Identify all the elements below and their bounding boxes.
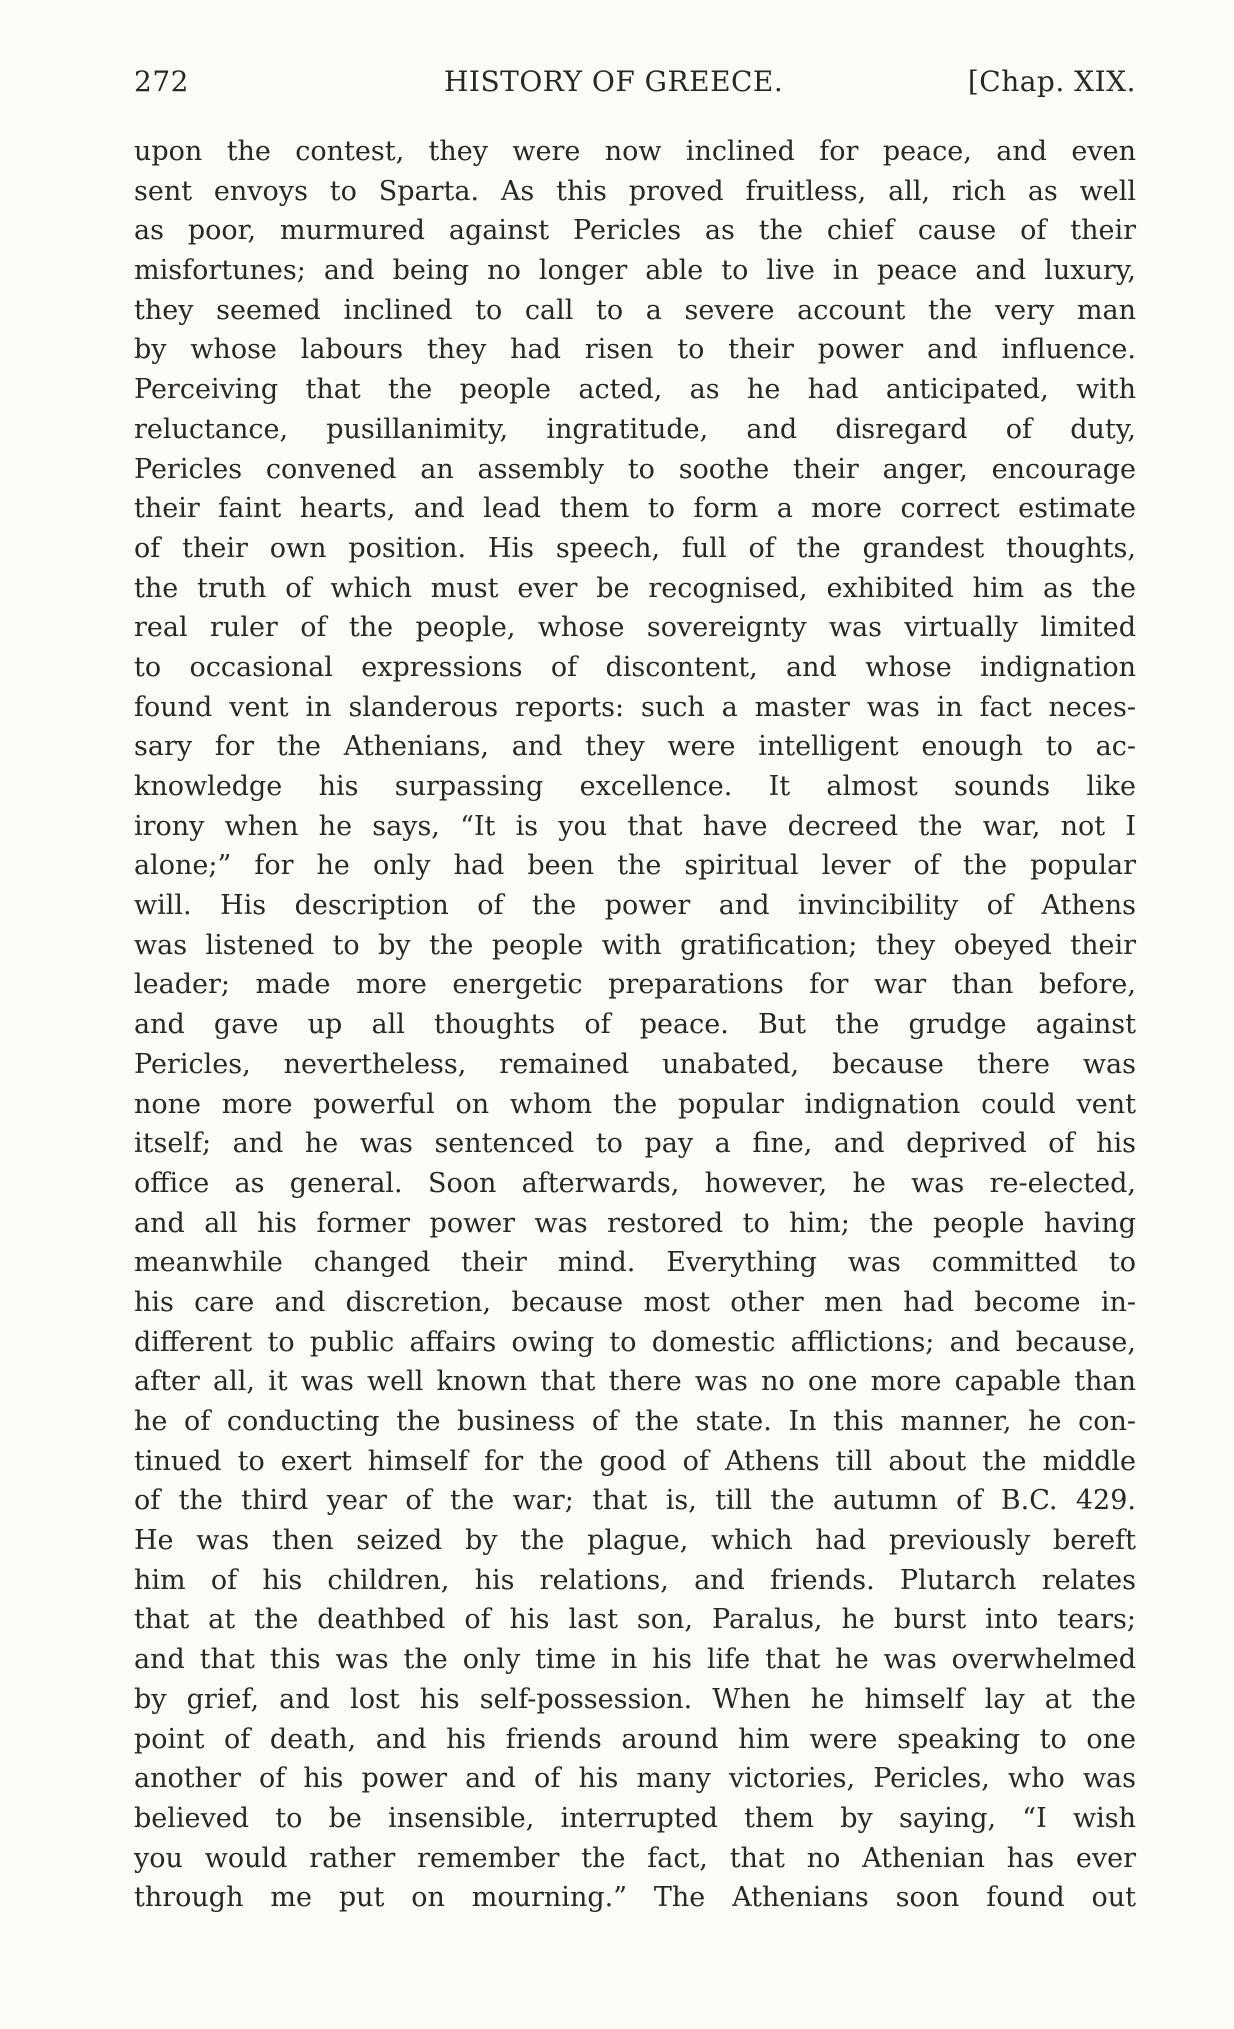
text-line: Pericles, nevertheless, remained unabated, because there was	[134, 1048, 1136, 1080]
text-line: the truth of which must ever be recognised, exhibited him as the	[134, 572, 1136, 604]
text-line: and all his former power was restored to him; the people having	[134, 1207, 1136, 1239]
text-line: he of conducting the business of the state. In this manner, he con-	[134, 1406, 1136, 1437]
text-line: and gave up all thoughts of peace. But the grudge against	[134, 1009, 1136, 1041]
text-line: that at the deathbed of his last son, Paralus, he burst into tears;	[134, 1604, 1136, 1636]
text-line: none more powerful on whom the popular indignation could vent	[134, 1088, 1136, 1120]
text-line: and that this was the only time in his life that he was overwhelmed	[134, 1644, 1136, 1676]
text-line: Pericles convened an assembly to soothe their anger, encourage	[134, 453, 1136, 485]
text-line: found vent in slanderous reports: such a master was in fact neces-	[134, 691, 1136, 723]
text-line: their faint hearts, and lead them to form a more correct estimate	[134, 493, 1136, 525]
text-line: misfortunes; and being no longer able to live in peace and luxury,	[134, 255, 1136, 287]
text-line: you would rather remember the fact, that no Athenian has ever	[134, 1842, 1136, 1874]
body-text	[134, 132, 1136, 1918]
page-number: 272	[134, 65, 189, 98]
text-line: believed to be insensible, interrupted them by saying, “I wish	[134, 1802, 1136, 1834]
text-line: sary for the Athenians, and they were intelligent enough to ac-	[134, 731, 1136, 763]
text-line: upon the contest, they were now inclined for peace, and even	[134, 136, 1136, 167]
text-line: leader; made more energetic preparations for war than before,	[134, 969, 1136, 1001]
text-line: different to public affairs owing to domestic afflictions; and because,	[134, 1326, 1136, 1358]
text-line: him of his children, his relations, and friends. Plutarch relates	[134, 1564, 1136, 1596]
text-line: alone;” for he only had been the spiritual lever of the popular	[134, 850, 1136, 882]
text-line: they seemed inclined to call to a severe account the very man	[134, 294, 1136, 326]
text-line: He was then seized by the plague, which had previously bereft	[134, 1525, 1136, 1557]
text-line: his care and discretion, because most other men had become in-	[134, 1286, 1136, 1318]
text-line: will. His description of the power and invincibility of Athens	[134, 890, 1136, 922]
text-line: point of death, and his friends around him were speaking to one	[134, 1723, 1136, 1755]
text-line: of the third year of the war; that is, till the autumn of B.C. 429.	[134, 1485, 1136, 1517]
text-line: was listened to by the people with gratification; they obeyed their	[134, 929, 1136, 961]
text-line: irony when he says, “It is you that have decreed the war, not I	[134, 810, 1136, 842]
text-line: reluctance, pusillanimity, ingratitude, and disregard of duty,	[134, 413, 1136, 445]
text-line: tinued to exert himself for the good of Athens till about the middle	[134, 1445, 1136, 1477]
text-line: meanwhile changed their mind. Everything was committed to	[134, 1247, 1136, 1279]
text-line: after all, it was well known that there was no one more capable than	[134, 1366, 1136, 1398]
text-line: of their own position. His speech, full of the grandest thoughts,	[134, 532, 1136, 564]
text-line: as poor, murmured against Pericles as the chief cause of their	[134, 215, 1136, 247]
text-line: office as general. Soon afterwards, however, he was re-elected,	[134, 1167, 1136, 1199]
running-head	[134, 62, 1136, 102]
text-line: sent envoys to Sparta. As this proved fruitless, all, rich as well	[134, 175, 1136, 207]
text-line: knowledge his surpassing excellence. It almost sounds like	[134, 771, 1136, 802]
text-line: by whose labours they had risen to their power and influence.	[134, 334, 1136, 366]
text-line: another of his power and of his many victories, Pericles, who was	[134, 1763, 1136, 1795]
text-line: real ruler of the people, whose sovereignty was virtually limited	[134, 612, 1136, 644]
book-title: HISTORY OF GREECE.	[444, 65, 784, 98]
text-line: Perceiving that the people acted, as he had anticipated, with	[134, 374, 1136, 406]
text-line: by grief, and lost his self-possession. When he himself lay at the	[134, 1683, 1136, 1715]
text-line: itself; and he was sentenced to pay a fine, and deprived of his	[134, 1128, 1136, 1160]
text-line: to occasional expressions of discontent, and whose indignation	[134, 651, 1136, 683]
text-line: through me put on mourning.” The Athenians soon found out	[134, 1882, 1136, 1914]
chapter-reference: [Chap. XIX.	[967, 65, 1136, 98]
